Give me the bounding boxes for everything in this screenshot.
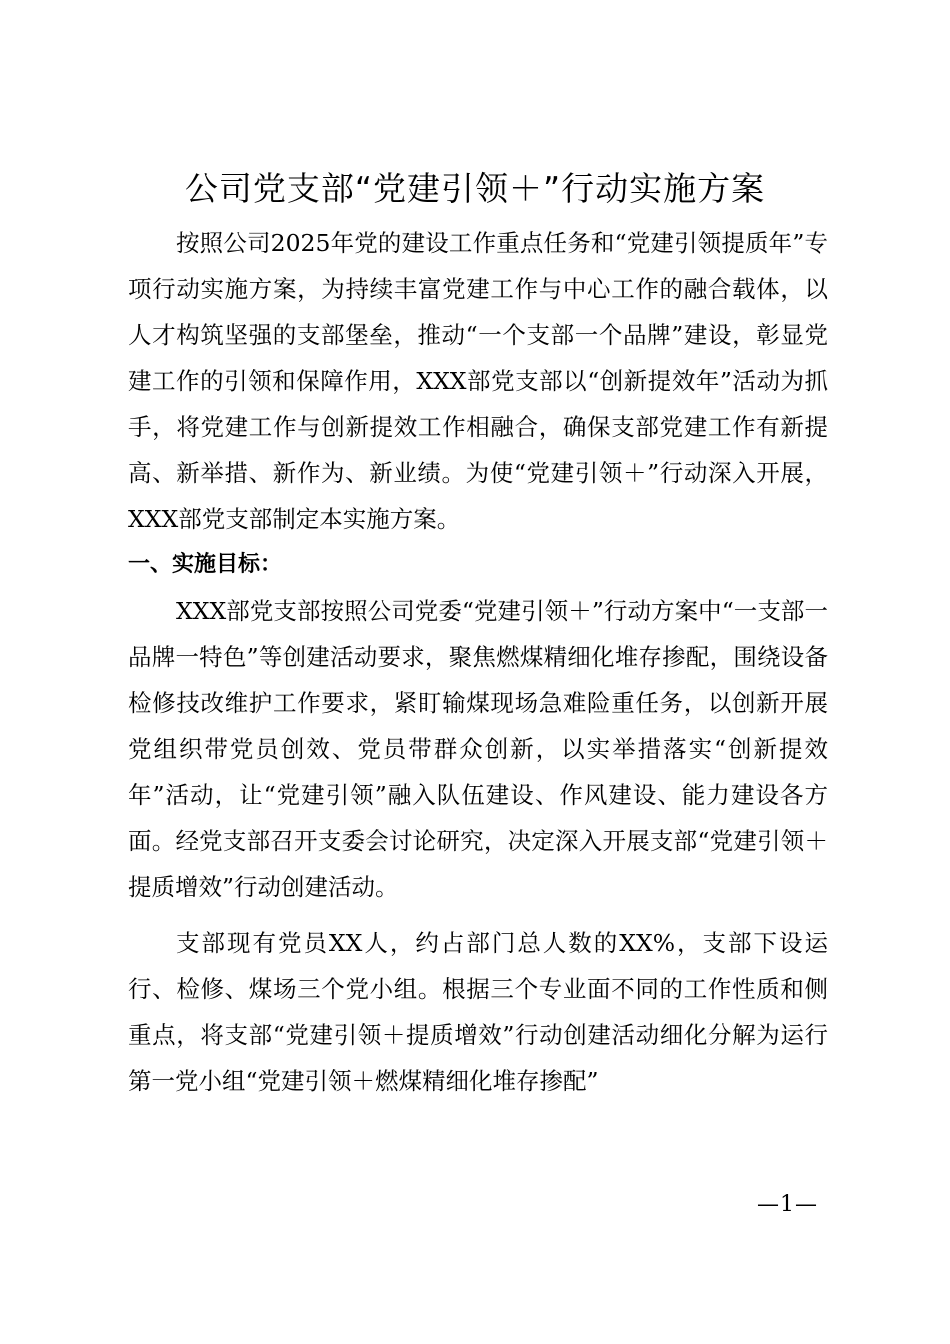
intro-paragraph: 按照公司2025年党的建设工作重点任务和“党建引领提质年”专项行动实施方案，为持续丰富党建工作与中心工作的融合载体，以人才构筑坚强的支部堡垒，推动“一个支部一个品牌”建设，彰显党建工作的引领和保障作用，XXX部党支部以“创新提效年”活动为抓手，将党建工作与创新提效工作相融合，确保支部党建工作有新提高、新举措、新作为、新业绩。为使“党建引领＋”行动深入开展，XXX部党支部制定本实施方案。 xyxy=(128,229,828,533)
document-title: 公司党支部“党建引领＋”行动实施方案 xyxy=(184,169,766,208)
section-heading-objectives: 一、实施目标： xyxy=(128,552,283,577)
objectives-paragraph-1: XXX部党支部按照公司党委“党建引领＋”行动方案中“一支部一品牌一特色”等创建活动要求，聚焦燃煤精细化堆存掺配，围绕设备检修技改维护工作要求，紧盯输煤现场急难险重任务，以创新开展党组织带党员创效、党员带群众创新，以实举措落实“创新提效年”活动，让“党建引领”融入队伍建设、作风建设、能力建设各方面。经党支部召开支委会讨论研究，决定深入开展支部“党建引领＋提质增效”行动创建活动。 xyxy=(128,597,828,901)
objectives-paragraph-2: 支部现有党员XX人，约占部门总人数的XX%，支部下设运行、检修、煤场三个党小组。根据三个专业面不同的工作性质和侧重点，将支部“党建引领＋提质增效”行动创建活动细化分解为运行第一党小组“党建引领＋燃煤精细化堆存掺配” xyxy=(128,929,828,1095)
page-number: —1— xyxy=(757,1192,818,1217)
document-body xyxy=(128,220,828,1104)
